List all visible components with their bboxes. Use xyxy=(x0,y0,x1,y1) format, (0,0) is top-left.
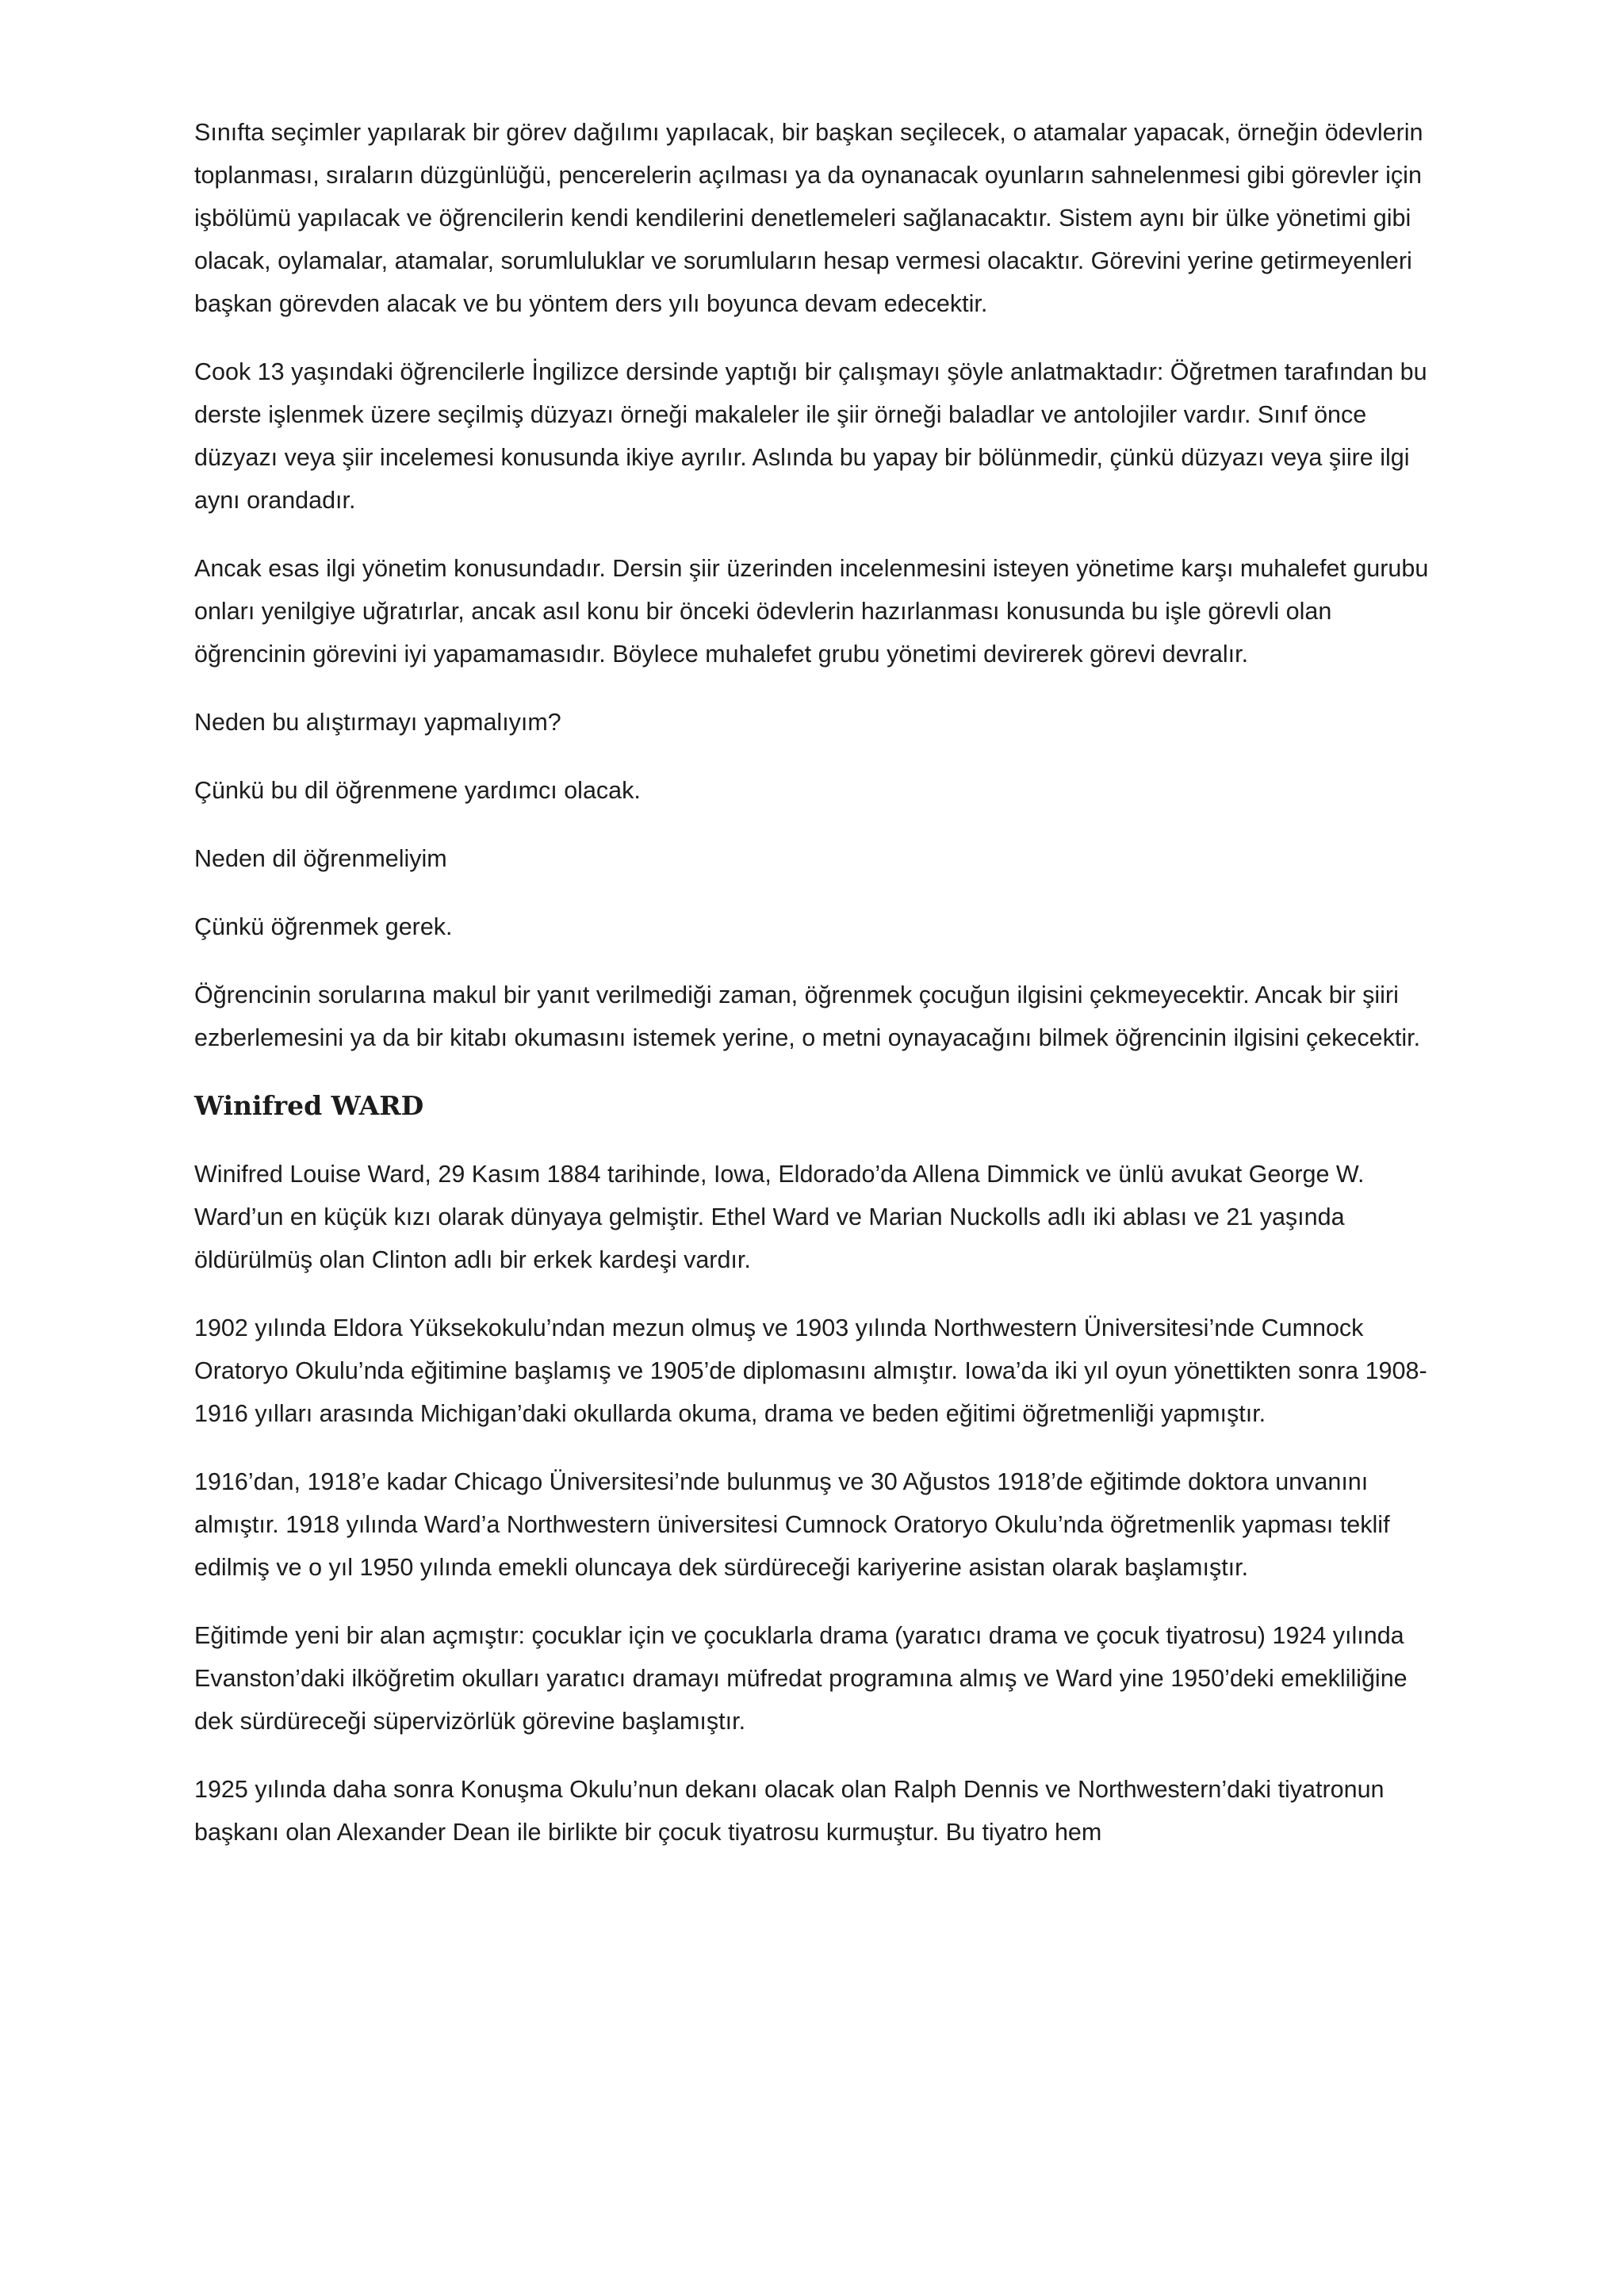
paragraph-student-interest: Öğrencinin sorularına makul bir yanıt verilmediği zaman, öğrenmek çocuğun ilgisini çekmeyecektir. Ancak bir şiiri ezberlemesini ya da bir kitabı okumasını istemek yerine, o metni oynayacağını bilmek öğrencinin ilgisini çekecektir. xyxy=(194,982,1421,1051)
paragraph-ward-childrens-theatre: 1925 yılında daha sonra Konuşma Okulu’nun dekanı olacak olan Ralph Dennis ve Northwestern’daki tiyatronun başkanı olan Alexander Dean ile birlikte bir çocuk tiyatrosu kurmuştur. Bu tiyatro hem xyxy=(194,1776,1385,1846)
paragraph-ward-birth: Winifred Louise Ward, 29 Kasım 1884 tarihinde, Iowa, Eldorado’da Allena Dimmick ve ünlü avukat George W. Ward’un en küçük kızı olarak dünyaya gelmiştir. Ethel Ward ve Marian Nuckolls adlı iki ablası ve 21 yaşında öldürülmüş olan Clinton adlı bir erkek kardeşi vardır. xyxy=(194,1161,1365,1273)
paragraph-management-interest: Ancak esas ilgi yönetim konusundadır. Dersin şiir üzerinden incelenmesini isteyen yönetime karşı muhalefet gurubu onları yenilgiye uğratırlar, ancak asıl konu bir önceki ödevlerin hazırlanması konusunda bu işle görevli olan öğrencinin görevini iyi yapamamasıdır. Böylece muhalefet grubu yönetimi devirerek görevi devralır. xyxy=(194,555,1429,668)
paragraph-question-language: Neden dil öğrenmeliyim xyxy=(194,845,447,872)
document-body xyxy=(194,111,1447,1879)
paragraph-ward-new-field: Eğitimde yeni bir alan açmıştır: çocuklar için ve çocuklarla drama (yaratıcı drama ve çocuk tiyatrosu) 1924 yılında Evanston’daki ilköğretim okulları yaratıcı dramayı müfredat programına almış ve Ward yine 1950’deki emekliliğine dek sürdüreceği süpervizörlük görevine başlamıştır. xyxy=(194,1622,1408,1735)
paragraph-ward-education: 1902 yılında Eldora Yüksekokulu’ndan mezun olmuş ve 1903 yılında Northwestern Üniversitesi’nde Cumnock Oratoryo Okulu’nda eğitimine başlamış ve 1905’de diplomasını almıştır. Iowa’da iki yıl oyun yönettikten sonra 1908-1916 yılları arasında Michigan’daki okullarda okuma, drama ve beden eğitimi öğretmenliği yapmıştır. xyxy=(194,1314,1427,1427)
paragraph-answer-language: Çünkü bu dil öğrenmene yardımcı olacak. xyxy=(194,777,641,804)
paragraph-cook-english-lesson: Cook 13 yaşındaki öğrencilerle İngilizce dersinde yaptığı bir çalışmayı şöyle anlatmaktadır: Öğretmen tarafından bu derste işlenmek üzere seçilmiş düzyazı örneği makaleler ile şiir örneği baladlar ve antolojiler vardır. Sınıf önce düzyazı veya şiir incelemesi konusunda ikiye ayrılır. Aslında bu yapay bir bölünmedir, çünkü düzyazı veya şiire ilgi aynı orandadır. xyxy=(194,358,1427,514)
paragraph-class-elections: Sınıfta seçimler yapılarak bir görev dağılımı yapılacak, bir başkan seçilecek, o atamalar yapacak, örneğin ödevlerin toplanması, sıraların düzgünlüğü, pencerelerin açılması ya da oynanacak oyunların sahnelenmesi gibi görevler için işbölümü yapılacak ve öğrencilerin kendi kendilerini denetlemeleri sağlanacaktır. Sistem aynı bir ülke yönetimi gibi olacak, oylamalar, atamalar, sorumluluklar ve sorumluların hesap vermesi olacaktır. Görevini yerine getirmeyenleri başkan görevden alacak ve bu yöntem ders yılı boyunca devam edecektir. xyxy=(194,119,1423,317)
paragraph-answer-learning: Çünkü öğrenmek gerek. xyxy=(194,913,453,940)
paragraph-question-exercise: Neden bu alıştırmayı yapmalıyım? xyxy=(194,709,561,736)
section-heading-winifred-ward: Winifred WARD xyxy=(194,1090,424,1121)
paragraph-ward-chicago: 1916’dan, 1918’e kadar Chicago Üniversitesi’nde bulunmuş ve 30 Ağustos 1918’de eğitimde doktora unvanını almıştır. 1918 yılında Ward’a Northwestern üniversitesi Cumnock Oratoryo Okulu’nda öğretmenlik yapması teklif edilmiş ve o yıl 1950 yılında emekli oluncaya dek sürdüreceği kariyerine asistan olarak başlamıştır. xyxy=(194,1468,1390,1581)
